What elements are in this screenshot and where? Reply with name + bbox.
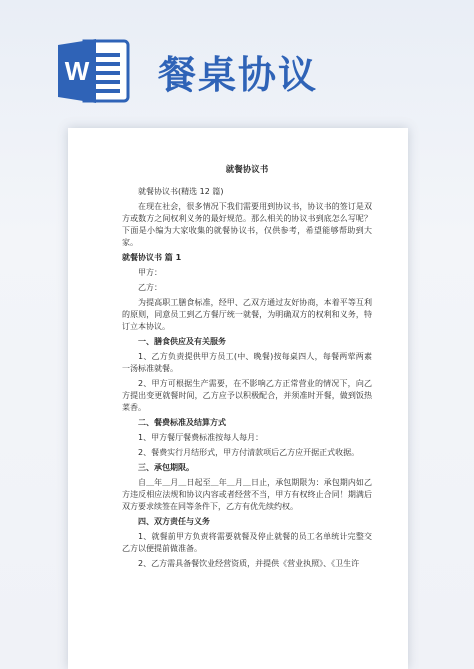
paragraph: 甲方：	[138, 268, 162, 277]
document-body	[122, 164, 372, 573]
banner-title: 餐桌协议	[158, 52, 319, 97]
paragraph: 2、乙方需具备餐饮业经营资质，并提供《营业执照》、《卫生许	[138, 559, 360, 568]
banner	[0, 0, 474, 130]
clause-heading: 三、承包期限。	[138, 463, 194, 472]
clause-heading: 四、双方责任与义务	[138, 517, 210, 526]
clause-heading: 一、膳食供应及有关服务	[138, 337, 226, 346]
page-fade	[68, 629, 408, 669]
paragraph: 2、餐费实行月结形式，甲方付清款项后乙方应开据正式收据。	[138, 448, 360, 457]
word-icon-letter: W	[64, 56, 90, 86]
paragraph: 为提高职工膳食标准，经甲、乙双方通过友好协商，本着平等互利的原则，同意员工到乙方餐厅统一就餐，为明确双方的权利和义务，特订立本协议。	[122, 298, 372, 331]
document-title: 就餐协议书	[225, 165, 269, 175]
paragraph: 自＿年＿月＿日起至＿年＿月＿日止，承包期限为：承包期内如乙方违反相应法规和协议内容或者经营不当，甲方有权终止合同！期满后双方要求续签在同等条件下，乙方有优先续约权。	[122, 478, 372, 511]
paragraph: 就餐协议书(精选 12 篇)	[138, 187, 224, 196]
paragraph: 在现在社会，很多情况下我们需要用到协议书，协议书的签订是双方或数方之间权利义务的最好规范。那么相关的协议书到底怎么写呢？下面是小编为大家收集的就餐协议书，仅供参考，希望能够帮助到大家。	[122, 202, 372, 247]
paragraph: 乙方：	[138, 283, 162, 292]
paragraph: 1、就餐前甲方负责将需要就餐及停止就餐的员工名单统计完整交乙方以便提前做准备。	[122, 532, 372, 553]
paragraph: 2、甲方可根据生产需要，在不影响乙方正常营业的情况下，向乙方提出变更就餐时间，乙方应予以积极配合，并须准时开餐，做到饭热菜香。	[122, 379, 372, 412]
paragraph: 1、甲方餐厅餐费标准按每人每月：	[138, 433, 264, 442]
document-content	[122, 186, 372, 570]
word-document-icon	[58, 37, 130, 105]
paragraph: 1、乙方负责提供甲方员工(中、晚餐)按每桌四人，每餐两荤两素一汤标准就餐。	[122, 352, 372, 373]
section-heading: 就餐协议书 篇 1	[122, 253, 182, 262]
document-page	[68, 128, 408, 669]
clause-heading: 二、餐费标准及结算方式	[138, 418, 226, 427]
